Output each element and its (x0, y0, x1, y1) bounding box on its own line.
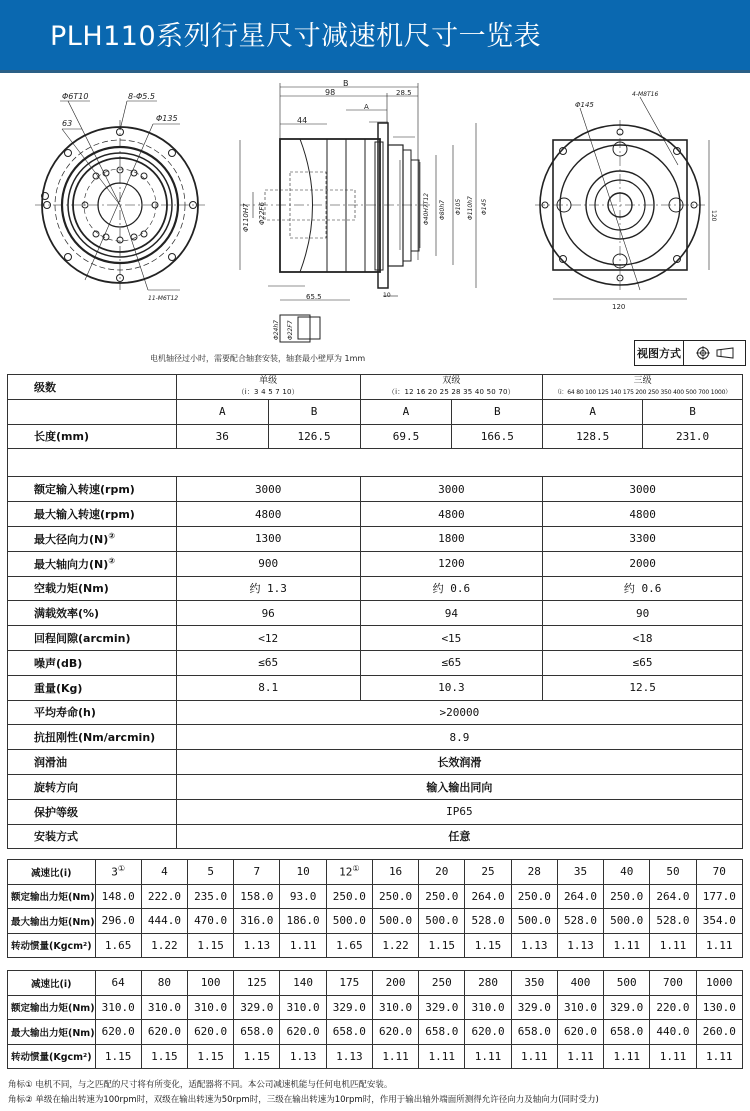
ratio-cell: 700 (650, 971, 696, 996)
svg-text:28.5: 28.5 (396, 89, 412, 97)
title-banner (0, 0, 750, 73)
col-b: B (643, 399, 743, 424)
spec-value: 3000 (176, 477, 360, 502)
ratio-cell: 1000 (696, 971, 742, 996)
spec-label: 额定输入转速(rpm) (8, 477, 177, 502)
ratio-cell: 500 (604, 971, 650, 996)
value-cell: 264.0 (650, 884, 696, 909)
ratio-cell: 140 (280, 971, 326, 996)
value-cell: 500.0 (419, 909, 465, 934)
spec-label-text: 最大径向力(N) (34, 532, 109, 546)
shaft-sleeve-note: 电机轴径过小时，需要配合轴套安装，轴套最小壁厚为 1mm (150, 354, 366, 363)
spec-value: ≤65 (176, 650, 360, 675)
value-cell: 235.0 (188, 884, 234, 909)
inertia-row (8, 933, 743, 958)
ab-row (8, 399, 743, 424)
ratio-cell: 4 (141, 860, 187, 885)
spec-value: 长效润滑 (176, 750, 742, 775)
value-cell: 658.0 (511, 1020, 557, 1045)
max-torque-row (8, 909, 743, 934)
spec-label: 抗扭刚性(Nm/arcmin) (8, 725, 177, 750)
value-cell: 1.13 (280, 1044, 326, 1069)
stage-ratios: （i：12 16 20 25 28 35 40 50 70） (387, 387, 515, 396)
rated-torque-row (8, 884, 743, 909)
spec-value: <12 (176, 626, 360, 651)
spec-value: 3300 (543, 526, 743, 551)
value-cell: 296.0 (95, 909, 141, 934)
value-cell: 310.0 (95, 995, 141, 1020)
length-value: 231.0 (643, 424, 743, 449)
common-row (8, 750, 743, 775)
value-cell: 1.13 (234, 933, 280, 958)
technical-drawings (0, 75, 750, 370)
value-cell: 329.0 (604, 995, 650, 1020)
value-cell: 1.11 (604, 1044, 650, 1069)
value-cell: 158.0 (234, 884, 280, 909)
svg-text:Φ110h7: Φ110h7 (467, 196, 474, 220)
spec-row (8, 576, 743, 601)
rear-view-drawing (535, 97, 709, 299)
stage-single (176, 375, 360, 400)
value-cell: 1.13 (326, 1044, 372, 1069)
ratio-cell: 35 (557, 860, 603, 885)
spec-label: 空载力矩(Nm) (8, 576, 177, 601)
value-cell: 93.0 (280, 884, 326, 909)
spacer-cell (8, 449, 743, 477)
spec-value: 96 (176, 601, 360, 626)
value-cell: 500.0 (604, 909, 650, 934)
row-label: 额定输出力矩(Nm) (8, 995, 96, 1020)
value-cell: 1.11 (696, 933, 742, 958)
value-cell: 250.0 (372, 884, 418, 909)
value-cell: 1.13 (557, 933, 603, 958)
length-value: 166.5 (452, 424, 543, 449)
ratio-cell: 200 (372, 971, 418, 996)
svg-text:11-M6T12: 11-M6T12 (148, 295, 179, 302)
svg-text:120: 120 (710, 210, 717, 222)
value-cell: 260.0 (696, 1020, 742, 1045)
row-label: 转动惯量(Kgcm²) (8, 933, 96, 958)
ratio-cell: 28 (511, 860, 557, 885)
value-cell: 658.0 (326, 1020, 372, 1045)
svg-text:63: 63 (62, 119, 73, 128)
spec-value: 8.9 (176, 725, 742, 750)
spec-value: 3000 (360, 477, 543, 502)
value-cell: 1.65 (95, 933, 141, 958)
page-title: PLH110系列行星尺寸减速机尺寸一览表 (50, 21, 542, 52)
spec-value: 4800 (543, 502, 743, 527)
svg-text:8-Φ5.5: 8-Φ5.5 (128, 92, 155, 101)
stage-ratios: （i：64 80 100 125 140 175 200 250 350 400 500 700 1000） (554, 388, 732, 396)
spec-value: IP65 (176, 799, 742, 824)
spec-table (7, 374, 743, 849)
svg-text:Φ135: Φ135 (156, 114, 178, 123)
ratio-cell: 100 (188, 971, 234, 996)
svg-text:Φ24h7: Φ24h7 (273, 320, 280, 340)
value-cell: 1.11 (511, 1044, 557, 1069)
ratio-cell: 70 (696, 860, 742, 885)
value-cell: 500.0 (372, 909, 418, 934)
footnote-1: 角标① 电机不同，与之匹配的尺寸将有所变化，适配器将不同。本公司减速机能与任何电机匹配安装。 (8, 1080, 393, 1090)
col-b: B (452, 399, 543, 424)
ratio-cell: 25 (465, 860, 511, 885)
ratio-cell: 250 (419, 971, 465, 996)
value-cell: 1.15 (188, 1044, 234, 1069)
svg-text:4-M8T16: 4-M8T16 (632, 91, 659, 98)
value-cell: 658.0 (604, 1020, 650, 1045)
value-cell: 1.11 (650, 1044, 696, 1069)
ratio-cell: 64 (95, 971, 141, 996)
value-cell: 1.11 (604, 933, 650, 958)
spec-label: 旋转方向 (8, 774, 177, 799)
value-cell: 1.15 (95, 1044, 141, 1069)
value-cell: 1.15 (141, 1044, 187, 1069)
inertia-row (8, 1044, 743, 1069)
common-row (8, 824, 743, 849)
ratio-cell: 125 (234, 971, 280, 996)
spec-label (8, 526, 177, 551)
spec-label: 润滑油 (8, 750, 177, 775)
value-cell: 148.0 (95, 884, 141, 909)
spec-value: 12.5 (543, 675, 743, 700)
length-label: 长度(mm) (8, 424, 177, 449)
spec-label: 保护等级 (8, 799, 177, 824)
spec-label (8, 551, 177, 576)
view-mode-label: 视图方式 (635, 341, 684, 365)
spec-value: 1200 (360, 551, 543, 576)
value-cell: 1.11 (696, 1044, 742, 1069)
value-cell: 620.0 (465, 1020, 511, 1045)
stage-name: 单级 (259, 375, 278, 386)
ratio-cell: 80 (141, 971, 187, 996)
value-cell: 1.15 (465, 933, 511, 958)
value-cell: 1.65 (326, 933, 372, 958)
spec-value: 约 1.3 (176, 576, 360, 601)
spec-value: <18 (543, 626, 743, 651)
value-cell: 250.0 (604, 884, 650, 909)
view-mode-symbols (684, 341, 745, 365)
value-cell: 1.11 (419, 1044, 465, 1069)
stage-ratios: （i：3 4 5 7 10） (237, 387, 299, 396)
drawing-canvas (0, 75, 750, 370)
value-cell: 1.15 (419, 933, 465, 958)
value-cell: 222.0 (141, 884, 187, 909)
value-cell: 329.0 (511, 995, 557, 1020)
value-cell: 329.0 (419, 995, 465, 1020)
value-cell: 316.0 (234, 909, 280, 934)
ratio-cell: 16 (372, 860, 418, 885)
value-cell: 1.11 (557, 1044, 603, 1069)
spec-label: 满载效率(%) (8, 601, 177, 626)
value-cell: 354.0 (696, 909, 742, 934)
value-cell: 1.13 (511, 933, 557, 958)
spec-label: 重量(Kg) (8, 675, 177, 700)
value-cell: 658.0 (234, 1020, 280, 1045)
spec-value: 约 0.6 (543, 576, 743, 601)
value-cell: 329.0 (326, 995, 372, 1020)
spec-row (8, 626, 743, 651)
ratio-header-row (8, 971, 743, 996)
stage-double (360, 375, 543, 400)
value-cell: 250.0 (419, 884, 465, 909)
empty-cell (8, 399, 177, 424)
ratio-cell (95, 860, 141, 885)
svg-text:B: B (343, 79, 349, 88)
spec-label: 最大输入转速(rpm) (8, 502, 177, 527)
value-cell: 440.0 (650, 1020, 696, 1045)
value-cell: 250.0 (511, 884, 557, 909)
value-cell: 620.0 (557, 1020, 603, 1045)
value-cell: 620.0 (95, 1020, 141, 1045)
value-cell: 500.0 (511, 909, 557, 934)
spec-value: ≤65 (360, 650, 543, 675)
spec-value: 4800 (176, 502, 360, 527)
col-a: A (176, 399, 268, 424)
value-cell: 310.0 (465, 995, 511, 1020)
spec-value: 8.1 (176, 675, 360, 700)
spacer-row (8, 449, 743, 477)
value-cell: 186.0 (280, 909, 326, 934)
svg-text:120: 120 (612, 303, 626, 311)
row-label: 额定输出力矩(Nm) (8, 884, 96, 909)
value-cell: 264.0 (557, 884, 603, 909)
spec-value: 10.3 (360, 675, 543, 700)
spec-row (8, 526, 743, 551)
value-cell: 310.0 (188, 995, 234, 1020)
ratio-table-1 (7, 859, 743, 958)
row-label: 最大输出力矩(Nm) (8, 909, 96, 934)
svg-text:Φ22F6: Φ22F6 (258, 202, 266, 225)
ratio-cell: 20 (419, 860, 465, 885)
length-value: 126.5 (268, 424, 360, 449)
svg-text:Φ40H7T12: Φ40H7T12 (423, 193, 430, 225)
ratio-cell: 175 (326, 971, 372, 996)
ratio-table-2 (7, 970, 743, 1069)
value-cell: 1.11 (280, 933, 326, 958)
spec-label: 噪声(dB) (8, 650, 177, 675)
ratio-cell: 5 (188, 860, 234, 885)
svg-text:Φ105: Φ105 (455, 198, 462, 215)
spec-value: ≤65 (543, 650, 743, 675)
value-cell: 620.0 (188, 1020, 234, 1045)
length-value: 128.5 (543, 424, 643, 449)
col-b: B (268, 399, 360, 424)
spec-value: 2000 (543, 551, 743, 576)
svg-text:A: A (364, 103, 369, 111)
col-a: A (543, 399, 643, 424)
value-cell: 470.0 (188, 909, 234, 934)
max-torque-row (8, 1020, 743, 1045)
ratio-cell: 280 (465, 971, 511, 996)
row-label: 最大输出力矩(Nm) (8, 1020, 96, 1045)
value-cell: 177.0 (696, 884, 742, 909)
value-cell: 1.15 (188, 933, 234, 958)
footnote-2: 角标② 单级在输出转速为100rpm时，双级在输出转速为50rpm时，三级在输出转速为10rpm时，作用于输出轴外端面所测得允许径向力及轴向力(同时受力) (8, 1095, 599, 1105)
value-cell: 310.0 (141, 995, 187, 1020)
svg-text:98: 98 (325, 88, 336, 97)
value-cell: 310.0 (557, 995, 603, 1020)
first-angle-projection-icon (696, 346, 710, 360)
row-label: 转动惯量(Kgcm²) (8, 1044, 96, 1069)
dim-label: Φ6T10 (62, 92, 89, 101)
stage-triple (543, 375, 743, 400)
footnote-mark: ① (117, 864, 126, 874)
spec-value: 约 0.6 (360, 576, 543, 601)
svg-text:Φ110H7: Φ110H7 (242, 203, 250, 232)
ratio-cell: 7 (234, 860, 280, 885)
value-cell: 250.0 (326, 884, 372, 909)
ratio-cell: 350 (511, 971, 557, 996)
value-cell: 528.0 (650, 909, 696, 934)
value-cell: 130.0 (696, 995, 742, 1020)
svg-text:Φ80h7: Φ80h7 (439, 200, 446, 220)
spec-value: 4800 (360, 502, 543, 527)
ratio-cell: 10 (280, 860, 326, 885)
svg-text:Φ22F7: Φ22F7 (287, 320, 294, 340)
spec-value: 1300 (176, 526, 360, 551)
spec-label: 回程间隙(arcmin) (8, 626, 177, 651)
spec-value: >20000 (176, 700, 742, 725)
value-cell: 620.0 (280, 1020, 326, 1045)
value-cell: 620.0 (141, 1020, 187, 1045)
ratio-cell: 400 (557, 971, 603, 996)
ratio-label: 减速比(i) (8, 860, 96, 885)
ratio-cell (326, 860, 372, 885)
value-cell: 1.11 (372, 1044, 418, 1069)
spec-row (8, 477, 743, 502)
value-cell: 444.0 (141, 909, 187, 934)
common-row (8, 799, 743, 824)
stage-name: 双级 (442, 375, 461, 386)
value-cell: 1.22 (372, 933, 418, 958)
view-mode-box (634, 340, 746, 366)
spec-value: 1800 (360, 526, 543, 551)
spec-value: 任意 (176, 824, 742, 849)
length-row (8, 424, 743, 449)
footnote-mark: ② (108, 531, 116, 541)
spec-value: <15 (360, 626, 543, 651)
svg-text:Φ145: Φ145 (575, 101, 594, 109)
front-view-drawing (35, 101, 205, 290)
length-value: 69.5 (360, 424, 452, 449)
spec-row (8, 551, 743, 576)
stage-name: 三级 (633, 375, 652, 386)
ratio-value: 3 (111, 866, 118, 880)
value-cell: 620.0 (372, 1020, 418, 1045)
footnotes (8, 1078, 599, 1108)
spec-row (8, 601, 743, 626)
spec-label: 平均寿命(h) (8, 700, 177, 725)
spec-label: 安装方式 (8, 824, 177, 849)
spec-value: 94 (360, 601, 543, 626)
ratio-cell: 40 (604, 860, 650, 885)
value-cell: 1.11 (465, 1044, 511, 1069)
common-row (8, 725, 743, 750)
ratio-label: 减速比(i) (8, 971, 96, 996)
common-row (8, 774, 743, 799)
ratio-value: 12 (339, 866, 353, 880)
value-cell: 500.0 (326, 909, 372, 934)
stage-label: 级数 (8, 375, 177, 400)
spec-value: 3000 (543, 477, 743, 502)
svg-text:10: 10 (383, 292, 391, 299)
footnote-mark: ② (108, 556, 116, 566)
ratio-cell: 50 (650, 860, 696, 885)
footnote-mark: ① (352, 864, 360, 874)
value-cell: 528.0 (465, 909, 511, 934)
spec-value: 900 (176, 551, 360, 576)
value-cell: 1.22 (141, 933, 187, 958)
length-value: 36 (176, 424, 268, 449)
spec-row (8, 502, 743, 527)
value-cell: 220.0 (650, 995, 696, 1020)
stage-header-row (8, 375, 743, 400)
value-cell: 329.0 (234, 995, 280, 1020)
value-cell: 310.0 (372, 995, 418, 1020)
svg-text:Φ145: Φ145 (481, 198, 488, 215)
col-a: A (360, 399, 452, 424)
value-cell: 310.0 (280, 995, 326, 1020)
value-cell: 528.0 (557, 909, 603, 934)
spec-value: 90 (543, 601, 743, 626)
rated-torque-row (8, 995, 743, 1020)
cone-projection-icon (716, 347, 734, 359)
value-cell: 1.11 (650, 933, 696, 958)
spec-value: 输入输出同向 (176, 774, 742, 799)
ratio-header-row (8, 860, 743, 885)
svg-text:65.5: 65.5 (306, 293, 322, 301)
spec-label-text: 最大轴向力(N) (34, 557, 109, 571)
common-row (8, 700, 743, 725)
value-cell: 1.15 (234, 1044, 280, 1069)
value-cell: 264.0 (465, 884, 511, 909)
value-cell: 658.0 (419, 1020, 465, 1045)
svg-text:44: 44 (297, 116, 308, 125)
spec-row (8, 675, 743, 700)
spec-row (8, 650, 743, 675)
